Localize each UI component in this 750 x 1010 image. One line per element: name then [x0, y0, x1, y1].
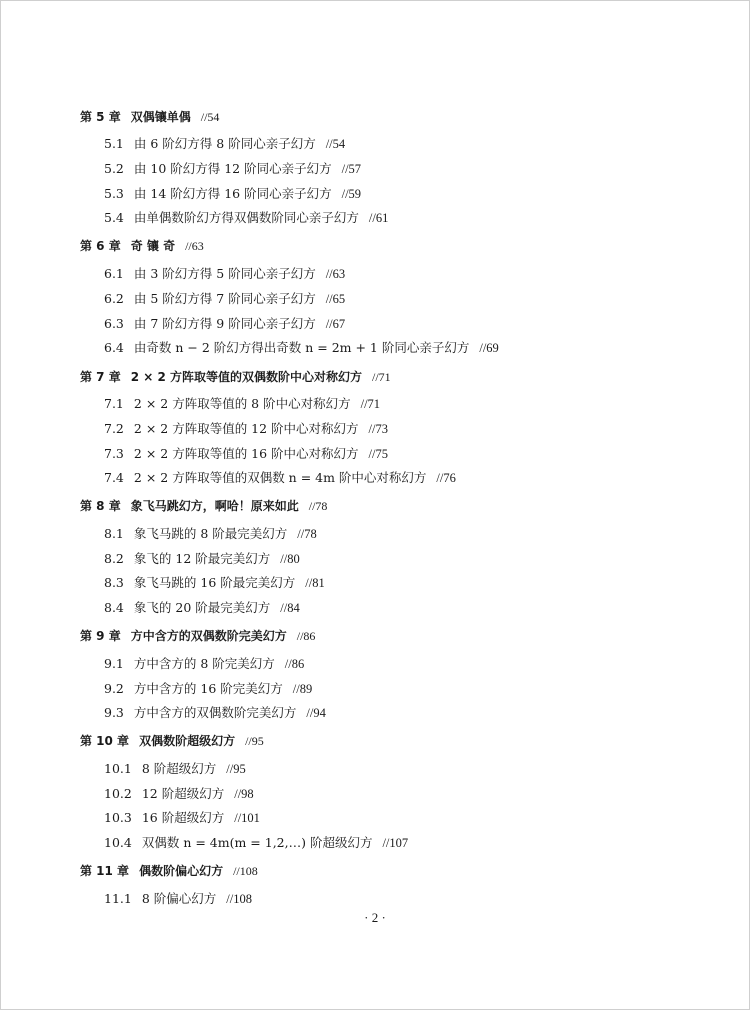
page-ref: //59: [341, 187, 362, 201]
section-number: 9.2: [104, 681, 124, 696]
page-ref: //71: [372, 370, 391, 384]
toc-section-7-4[interactable]: [104, 470, 456, 486]
toc-section-9-3[interactable]: [104, 705, 326, 721]
section-number: 8.2: [104, 551, 124, 566]
section-title: 象飞马跳的 16 阶最完美幻方: [133, 575, 296, 590]
chapter-number: 第 10 章: [80, 734, 130, 748]
section-title: 2 × 2 方阵取等值的 12 阶中心对称幻方: [133, 421, 359, 436]
toc-chapter-6[interactable]: [80, 238, 204, 254]
toc-section-8-3[interactable]: [104, 575, 325, 591]
chapter-title: 双偶镶单偶: [130, 110, 191, 124]
toc-section-9-2[interactable]: [104, 681, 312, 697]
section-title: 由 7 阶幻方得 9 阶同心亲子幻方: [133, 316, 316, 331]
toc-section-5-4[interactable]: [104, 210, 388, 226]
section-title: 2 × 2 方阵取等值的双偶数 n = 4m 阶中心对称幻方: [133, 470, 427, 485]
toc-section-7-2[interactable]: [104, 421, 388, 437]
toc-section-5-2[interactable]: [104, 161, 361, 177]
page-ref: //71: [360, 397, 381, 411]
page-ref: //95: [245, 734, 264, 748]
page-ref: //94: [306, 706, 326, 720]
toc-section-8-1[interactable]: [104, 526, 317, 542]
page-ref: //108: [233, 864, 258, 878]
section-number: 7.2: [104, 421, 124, 436]
section-title: 方中含方的双偶数阶完美幻方: [133, 705, 297, 720]
section-title: 由 3 阶幻方得 5 阶同心亲子幻方: [133, 266, 316, 281]
section-title: 由单偶数阶幻方得双偶数阶同心亲子幻方: [133, 210, 359, 225]
section-title: 由 5 阶幻方得 7 阶同心亲子幻方: [133, 291, 316, 306]
page-ref: //61: [368, 211, 389, 225]
section-number: 10.3: [104, 810, 132, 825]
section-number: 10.2: [104, 786, 132, 801]
section-number: 6.4: [104, 340, 124, 355]
toc-chapter-9[interactable]: [80, 628, 315, 644]
toc-section-5-3[interactable]: [104, 186, 361, 202]
page-ref: //84: [280, 601, 300, 615]
section-number: 8.1: [104, 526, 124, 541]
section-number: 8.4: [104, 600, 124, 615]
section-title: 2 × 2 方阵取等值的 16 阶中心对称幻方: [133, 446, 359, 461]
section-title: 16 阶超级幻方: [141, 810, 225, 825]
page-ref: //108: [226, 892, 252, 906]
chapter-title: 象飞马跳幻方，啊哈！原来如此: [130, 499, 299, 513]
section-title: 8 阶偏心幻方: [141, 891, 217, 906]
toc-section-10-2[interactable]: [104, 786, 254, 802]
section-title: 象飞的 12 阶最完美幻方: [133, 551, 271, 566]
toc-section-10-1[interactable]: [104, 761, 246, 777]
page-ref: //69: [479, 341, 499, 355]
chapter-title: 双偶数阶超级幻方: [139, 734, 236, 748]
section-title: 方中含方的 8 阶完美幻方: [133, 656, 275, 671]
page-ref: //63: [325, 267, 346, 281]
section-title: 由奇数 n − 2 阶幻方得出奇数 n = 2m + 1 阶同心亲子幻方: [133, 340, 470, 355]
page-ref: //78: [308, 499, 328, 513]
page-ref: //107: [382, 836, 409, 850]
toc-section-8-4[interactable]: [104, 600, 300, 616]
toc-chapter-5[interactable]: [80, 109, 219, 125]
chapter-number: 第 6 章: [80, 239, 121, 253]
section-title: 由 14 阶幻方得 16 阶同心亲子幻方: [133, 186, 332, 201]
section-number: 9.3: [104, 705, 124, 720]
chapter-title: 偶数阶偏心幻方: [139, 864, 224, 878]
chapter-number: 第 5 章: [80, 110, 121, 124]
page-ref: //54: [325, 137, 346, 151]
toc-section-7-1[interactable]: [104, 396, 380, 412]
page-ref: //76: [436, 471, 456, 485]
toc-section-6-4[interactable]: [104, 340, 499, 356]
page-ref: //78: [297, 527, 317, 541]
section-number: 5.4: [104, 210, 124, 225]
section-number: 11.1: [104, 891, 132, 906]
section-title: 2 × 2 方阵取等值的 8 阶中心对称幻方: [133, 396, 351, 411]
section-title: 双偶数 n = 4m(m = 1,2,…) 阶超级幻方: [141, 835, 373, 850]
section-number: 5.3: [104, 186, 124, 201]
page-ref: //95: [226, 762, 246, 776]
chapter-title: 2 × 2 方阵取等值的双偶数阶中心对称幻方: [130, 370, 363, 384]
section-number: 7.4: [104, 470, 124, 485]
chapter-number: 第 11 章: [80, 864, 130, 878]
section-title: 由 6 阶幻方得 8 阶同心亲子幻方: [133, 136, 316, 151]
toc-section-10-4[interactable]: [104, 835, 408, 851]
toc-chapter-10[interactable]: [80, 733, 264, 749]
page-ref: //101: [234, 811, 260, 825]
toc-chapter-11[interactable]: [80, 863, 258, 879]
section-number: 5.2: [104, 161, 124, 176]
page-ref: //86: [296, 629, 316, 643]
toc-section-8-2[interactable]: [104, 551, 300, 567]
section-title: 12 阶超级幻方: [141, 786, 225, 801]
page-ref: //80: [280, 552, 300, 566]
toc-chapter-7[interactable]: [80, 369, 391, 385]
toc-section-9-1[interactable]: [104, 656, 304, 672]
toc-section-6-2[interactable]: [104, 291, 345, 307]
page-ref: //67: [325, 317, 346, 331]
toc-section-11-1[interactable]: [104, 891, 252, 907]
page-ref: //63: [185, 239, 204, 253]
page-ref: //98: [234, 787, 254, 801]
section-title: 象飞马跳的 8 阶最完美幻方: [133, 526, 288, 541]
section-number: 10.4: [104, 835, 132, 850]
toc-section-7-3[interactable]: [104, 446, 388, 462]
page-ref: //65: [325, 292, 346, 306]
section-number: 10.1: [104, 761, 132, 776]
toc-section-6-3[interactable]: [104, 316, 345, 332]
chapter-number: 第 7 章: [80, 370, 121, 384]
section-number: 9.1: [104, 656, 124, 671]
page-ref: //54: [200, 110, 220, 124]
section-title: 方中含方的 16 阶完美幻方: [133, 681, 283, 696]
section-number: 8.3: [104, 575, 124, 590]
chapter-number: 第 8 章: [80, 499, 121, 513]
page-number: · 2 ·: [364, 910, 386, 925]
page-ref: //89: [292, 682, 313, 696]
toc-section-10-3[interactable]: [104, 810, 260, 826]
section-number: 6.2: [104, 291, 124, 306]
section-title: 由 10 阶幻方得 12 阶同心亲子幻方: [133, 161, 332, 176]
toc-section-6-1[interactable]: [104, 266, 345, 282]
chapter-title: 奇 镶 奇: [130, 239, 176, 253]
toc-chapter-8[interactable]: [80, 498, 327, 514]
page-ref: //75: [368, 447, 388, 461]
section-number: 5.1: [104, 136, 124, 151]
chapter-number: 第 9 章: [80, 629, 121, 643]
section-number: 7.1: [104, 396, 124, 411]
section-number: 6.3: [104, 316, 124, 331]
page-ref: //57: [341, 162, 362, 176]
chapter-title: 方中含方的双偶数阶完美幻方: [130, 629, 287, 643]
section-number: 7.3: [104, 446, 124, 461]
page-ref: //86: [284, 657, 305, 671]
page-ref: //73: [368, 422, 388, 436]
toc-section-5-1[interactable]: [104, 136, 345, 152]
section-title: 象飞的 20 阶最完美幻方: [133, 600, 271, 615]
section-number: 6.1: [104, 266, 124, 281]
page-ref: //81: [305, 576, 325, 590]
section-title: 8 阶超级幻方: [141, 761, 217, 776]
